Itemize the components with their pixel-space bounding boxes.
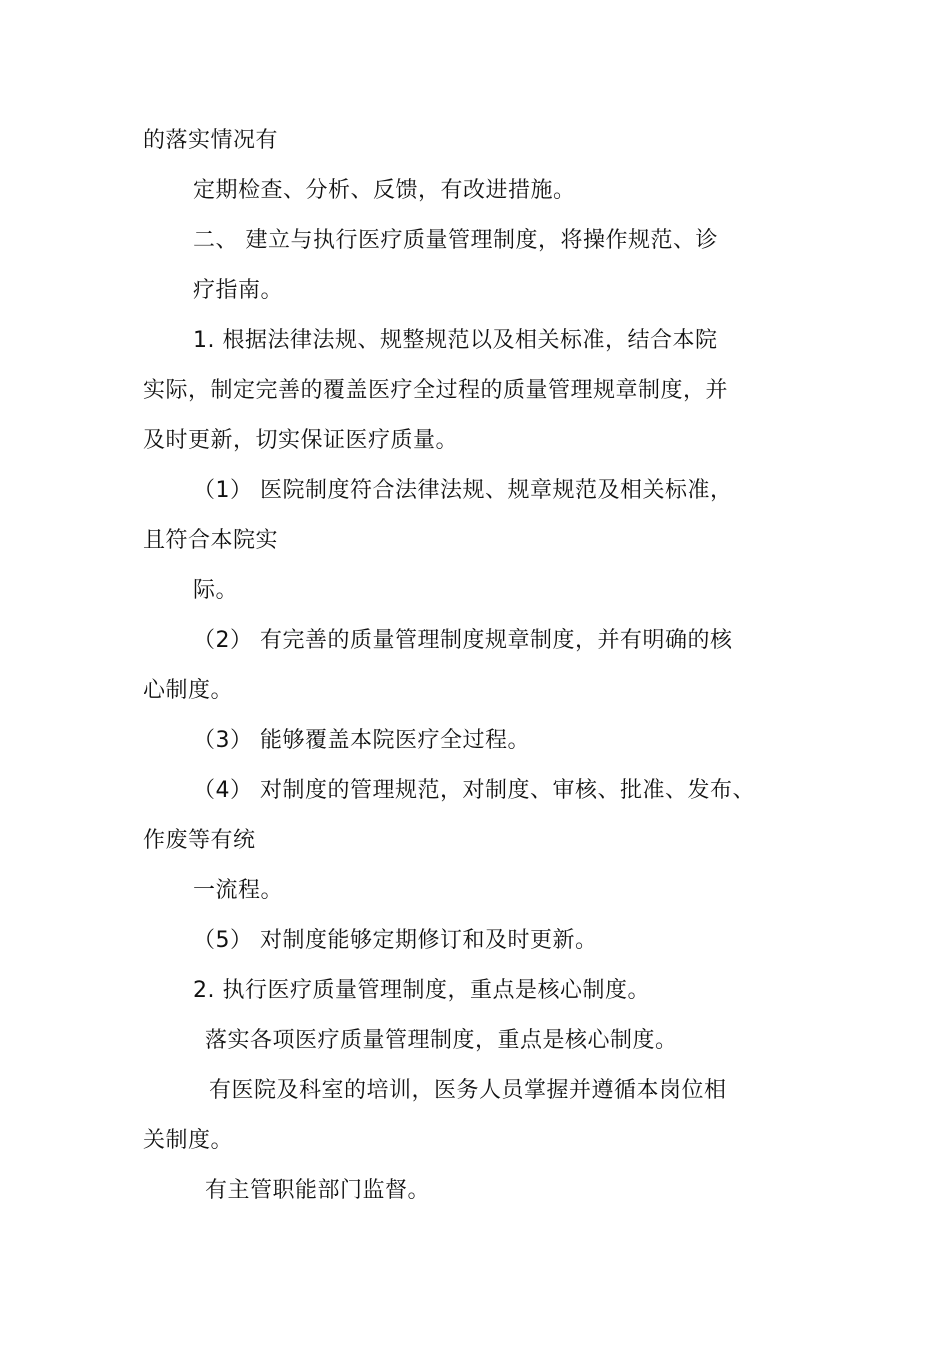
text-line: 际。: [193, 578, 239, 603]
sub-item: （1） 医院制度符合法律法规、规章规范及相关标准，: [193, 478, 733, 503]
sub-item: （4） 对制度的管理规范，对制度、审核、批准、发布、: [193, 778, 755, 803]
text-line: 且符合本院实: [143, 528, 279, 553]
text-line: 的落实情况有: [143, 128, 279, 153]
text-line: 有主管职能部门监督。: [205, 1178, 431, 1203]
text-line: 实际，制定完善的覆盖医疗全过程的质量管理规章制度，并: [143, 378, 729, 403]
sub-item: （5） 对制度能够定期修订和及时更新。: [193, 928, 598, 953]
text-line: 落实各项医疗质量管理制度，重点是核心制度。: [205, 1028, 678, 1053]
sub-item: （2） 有完善的质量管理制度规章制度，并有明确的核: [193, 628, 733, 653]
numbered-item: 2. 执行医疗质量管理制度，重点是核心制度。: [193, 978, 650, 1003]
text-line: 心制度。: [143, 678, 234, 703]
text-line: 作废等有统: [143, 828, 256, 853]
text-line: 及时更新，切实保证医疗质量。: [143, 428, 459, 453]
text-line: 有医院及科室的培训，医务人员掌握并遵循本岗位相: [209, 1078, 727, 1103]
text-line: 疗指南。: [193, 278, 284, 303]
section-heading: 二、 建立与执行医疗质量管理制度，将操作规范、诊: [193, 228, 718, 253]
text-line: 定期检查、分析、反馈，有改进措施。: [193, 178, 576, 203]
text-line: 关制度。: [143, 1128, 234, 1153]
sub-item: （3） 能够覆盖本院医疗全过程。: [193, 728, 530, 753]
text-line: 一流程。: [193, 878, 284, 903]
numbered-item: 1. 根据法律法规、规整规范以及相关标准，结合本院: [193, 328, 718, 353]
